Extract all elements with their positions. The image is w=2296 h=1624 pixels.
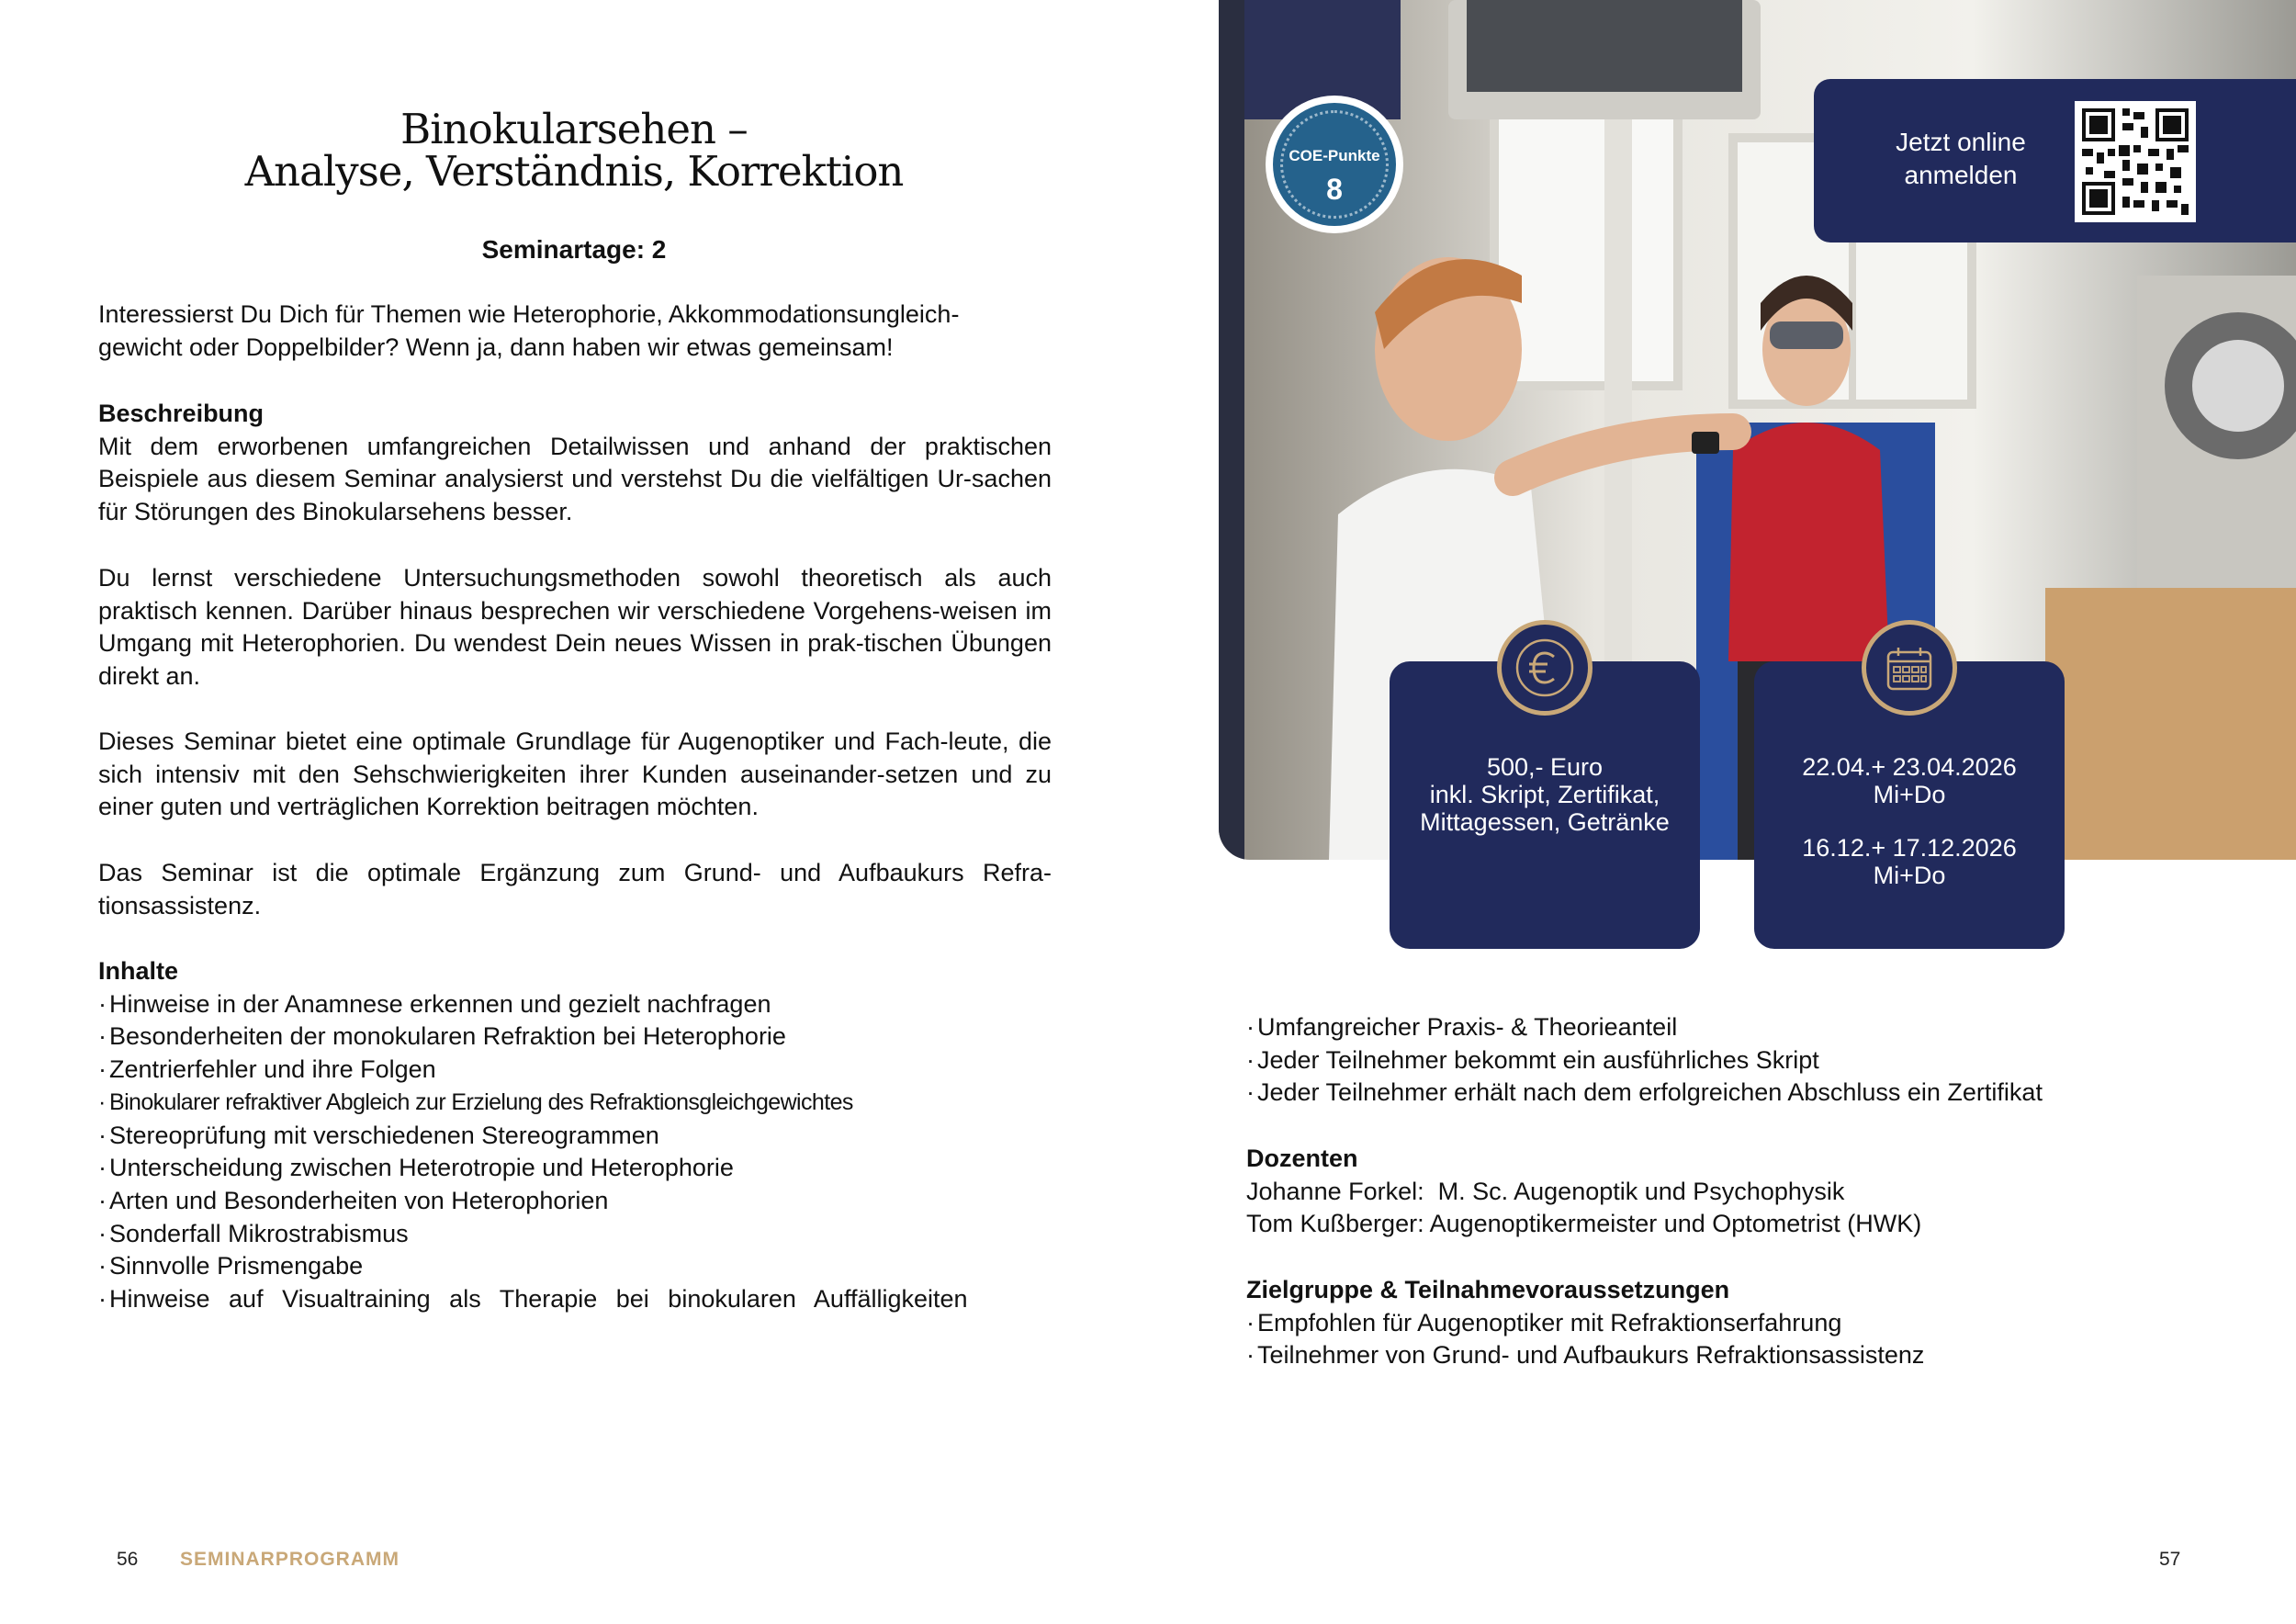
coe-points-label: COE-Punkte bbox=[1289, 147, 1380, 164]
target-group-heading: Zielgruppe & Teilnahmevoraussetzungen bbox=[1246, 1276, 1730, 1303]
price-card bbox=[1390, 661, 1700, 949]
running-head: SEMINARPROGRAMM bbox=[180, 1549, 400, 1570]
lecturer-1: Johanne Forkel: M. Sc. Augenoptik und Psychophysik bbox=[1246, 1177, 1845, 1205]
list-item: · Sonderfall Mikrostrabismus bbox=[98, 1219, 409, 1247]
list-item: · Besonderheiten der monokularen Refraktion bei Heterophorie bbox=[98, 1022, 786, 1051]
online-registration-box[interactable] bbox=[1814, 79, 2296, 242]
list-item: · Stereoprüfung mit verschiedenen Stereogrammen bbox=[98, 1121, 659, 1149]
seminar-title bbox=[0, 105, 1148, 196]
list-item: · Jeder Teilnehmer erhält nach dem erfolgreichen Abschluss ein Zertifikat bbox=[1246, 1078, 2043, 1107]
weekdays-2: Mi+Do bbox=[1873, 862, 1946, 889]
description-paragraph-3-block bbox=[98, 726, 1052, 824]
weekdays-1: Mi+Do bbox=[1873, 781, 1946, 808]
list-item: · Umfangreicher Praxis- & Theorieanteil bbox=[1246, 1013, 1678, 1041]
price-line-1: 500,- Euro bbox=[1486, 753, 1604, 781]
title-line-1: Binokularsehen – bbox=[400, 105, 748, 153]
description-paragraph-4-block bbox=[98, 857, 1052, 922]
list-item: · Binokularer refraktiver Abgleich zur Erzielung des Refraktionsgleichgewichtes bbox=[98, 1088, 853, 1115]
title-line-2: Analyse, Verständnis, Korrektion bbox=[244, 147, 904, 196]
contents-continued bbox=[1246, 1011, 2257, 1110]
description-section bbox=[98, 398, 1052, 529]
coe-points-value: 8 bbox=[1326, 173, 1343, 206]
price-line-3: Mittagessen, Getränke bbox=[1420, 808, 1670, 836]
price-line-2: inkl. Skript, Zertifikat, bbox=[1429, 781, 1660, 808]
description-paragraph-1: Mit dem erworbenen umfangreichen Detailwissen und anhand der praktischen Beispiele aus diesem Seminar analysierst und verstehst Du die vielfältigen Ur-sachen für Störungen des Binokularsehens besser. bbox=[98, 432, 1052, 526]
list-item: · Unterscheidung zwischen Heterotropie und Heterophorie bbox=[98, 1154, 734, 1182]
target-group-section bbox=[1246, 1274, 2257, 1372]
register-line-1: Jetzt online bbox=[1896, 128, 2026, 156]
dates-card bbox=[1754, 661, 2065, 949]
contents-list bbox=[98, 988, 1052, 1316]
list-item: · Hinweise in der Anamnese erkennen und gezielt nachfragen bbox=[98, 989, 771, 1018]
description-paragraph-2: Du lernst verschiedene Untersuchungsmethoden sowohl theoretisch als auch praktisch kennen. Darüber hinaus besprechen wir verschiedene Vorgehens-weisen im Umgang mit Heterophorien. Du wendest Dein neues Wissen in prak-tischen Übungen direkt an. bbox=[98, 564, 1052, 691]
qr-code-icon[interactable] bbox=[2075, 101, 2196, 222]
description-heading: Beschreibung bbox=[98, 400, 264, 427]
description-paragraph-2-block bbox=[98, 562, 1052, 694]
contents-list-continued bbox=[1246, 1011, 2257, 1110]
calendar-icon bbox=[1862, 620, 1957, 716]
list-item: · Sinnvolle Prismengabe bbox=[98, 1252, 364, 1280]
page-number-left: 56 bbox=[117, 1549, 139, 1570]
list-item: · Zentrierfehler und ihre Folgen bbox=[98, 1055, 436, 1084]
list-item: · Teilnehmer von Grund- und Aufbaukurs Refraktionsassistenz bbox=[1246, 1341, 1925, 1370]
lecturers-heading: Dozenten bbox=[1246, 1145, 1358, 1172]
list-item: · Hinweise auf Visualtraining als Therapie bei binokularen Auffälligkeiten bbox=[98, 1285, 968, 1314]
register-line-2: anmelden bbox=[1904, 161, 2018, 189]
coe-points-badge bbox=[1266, 96, 1403, 233]
page-number-right: 57 bbox=[2159, 1549, 2181, 1570]
right-page bbox=[1148, 0, 2296, 1624]
description-paragraph-3: Dieses Seminar bietet eine optimale Grundlage für Augenoptiker und Fach-leute, die sich intensiv mit den Sehschwierigkeiten ihrer Kunden auseinander-setzen und zu einer guten und verträglichen Korrektion beitragen möchten. bbox=[98, 727, 1052, 821]
euro-icon bbox=[1497, 620, 1593, 716]
list-item: · Arten und Besonderheiten von Heterophorien bbox=[98, 1186, 609, 1214]
intro-text bbox=[98, 299, 1052, 364]
date-range-1: 22.04.+ 23.04.2026 bbox=[1802, 753, 2017, 781]
intro-line-1: Interessierst Du Dich für Themen wie Heterophorie, Akkommodationsungleich- bbox=[98, 300, 960, 328]
date-range-2: 16.12.+ 17.12.2026 bbox=[1802, 834, 2017, 862]
lecturers-section bbox=[1246, 1143, 2257, 1241]
seminar-days: Seminartage: 2 bbox=[481, 235, 667, 264]
contents-heading: Inhalte bbox=[98, 957, 179, 985]
contents-section bbox=[98, 955, 1052, 1316]
description-paragraph-4: Das Seminar ist die optimale Ergänzung zum Grund- und Aufbaukurs Refra-tionsassistenz. bbox=[98, 859, 1052, 919]
list-item: · Jeder Teilnehmer bekommt ein ausführliches Skript bbox=[1246, 1045, 1819, 1074]
lecturer-2: Tom Kußberger: Augenoptikermeister und Optometrist (HWK) bbox=[1246, 1210, 1922, 1238]
intro-line-2: gewicht oder Doppelbilder? Wenn ja, dann haben wir etwas gemeinsam! bbox=[98, 333, 894, 361]
list-item: · Empfohlen für Augenoptiker mit Refraktionserfahrung bbox=[1246, 1308, 1842, 1336]
